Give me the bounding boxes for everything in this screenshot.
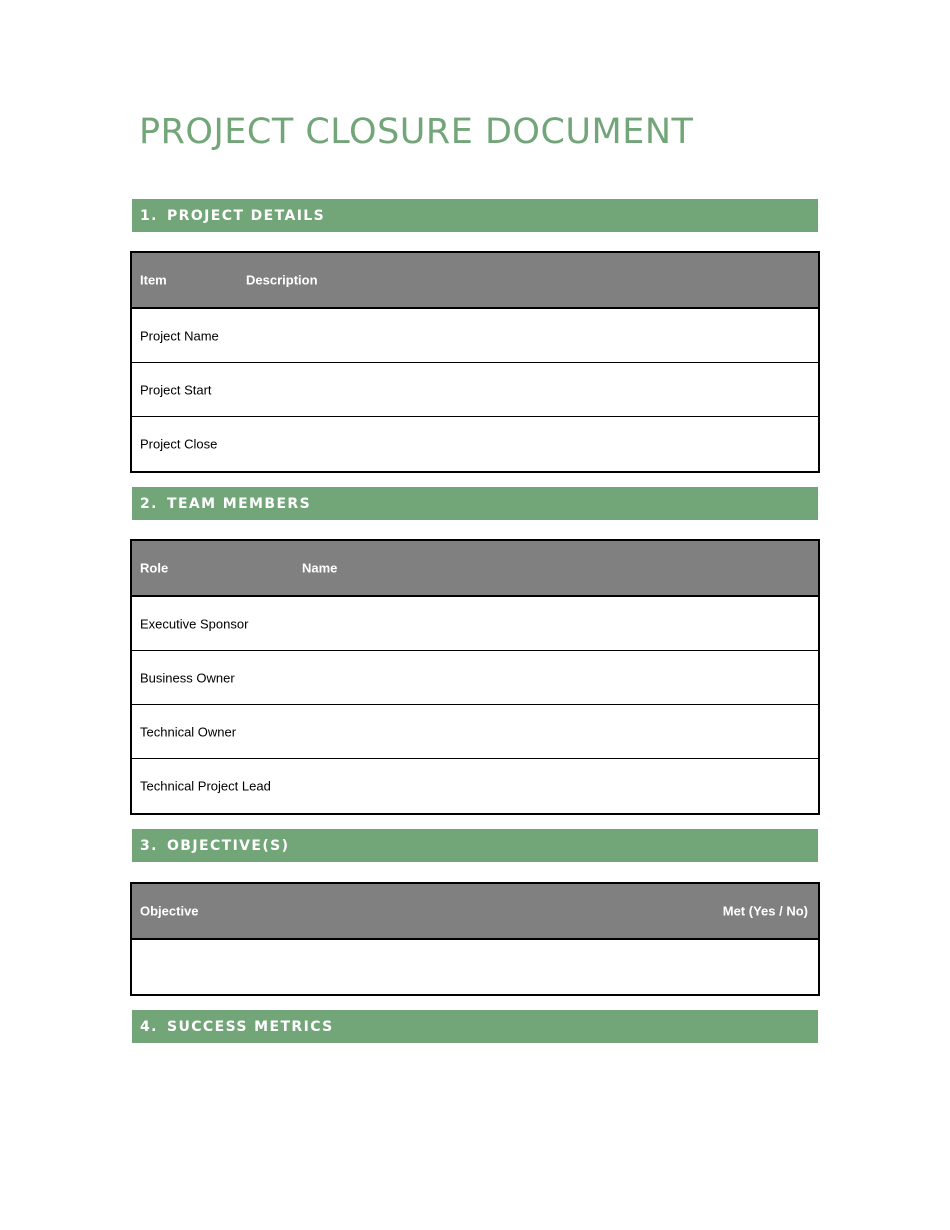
section-header-project-details: [132, 199, 818, 232]
table-header-row: [132, 541, 818, 597]
column-header-objective: Objective: [140, 903, 199, 919]
table-row[interactable]: [132, 417, 818, 471]
table-row[interactable]: [132, 651, 818, 705]
row-label-business-owner: Business Owner: [140, 670, 235, 685]
table-header-row: [132, 253, 818, 309]
row-label-executive-sponsor: Executive Sponsor: [140, 616, 249, 631]
row-label-project-close: Project Close: [140, 436, 218, 452]
section-number: 4.: [140, 1018, 158, 1035]
objectives-table: [130, 882, 820, 996]
column-header-description: Description: [246, 272, 318, 288]
section-header-objectives: [132, 829, 818, 862]
team-members-table: [130, 539, 820, 815]
table-row[interactable]: [132, 940, 818, 994]
section-number: 3.: [140, 837, 158, 854]
row-label-technical-project-lead: Technical Project Lead: [140, 778, 271, 794]
table-row[interactable]: [132, 309, 818, 363]
table-row[interactable]: [132, 705, 818, 759]
table-header-row: [132, 884, 818, 940]
column-header-item: Item: [140, 272, 167, 288]
section-number: 1.: [140, 207, 158, 224]
section-label: SUCCESS METRICS: [167, 1018, 334, 1035]
row-label-project-start: Project Start: [140, 382, 212, 397]
section-header-success-metrics: [132, 1010, 818, 1043]
table-row[interactable]: [132, 597, 818, 651]
column-header-role: Role: [140, 560, 169, 576]
section-header-team-members: [132, 487, 818, 520]
section-number: 2.: [140, 495, 158, 512]
table-row[interactable]: [132, 363, 818, 417]
project-details-table: [130, 251, 820, 473]
table-row[interactable]: [132, 759, 818, 813]
page-title: PROJECT CLOSURE DOCUMENT: [139, 112, 694, 152]
section-label: PROJECT DETAILS: [167, 207, 326, 224]
row-label-technical-owner: Technical Owner: [140, 724, 237, 739]
row-label-project-name: Project Name: [140, 328, 219, 343]
column-header-name: Name: [302, 560, 338, 576]
section-label: OBJECTIVE(S): [167, 837, 290, 854]
column-header-met: Met (Yes / No): [722, 903, 808, 919]
section-label: TEAM MEMBERS: [167, 495, 312, 512]
